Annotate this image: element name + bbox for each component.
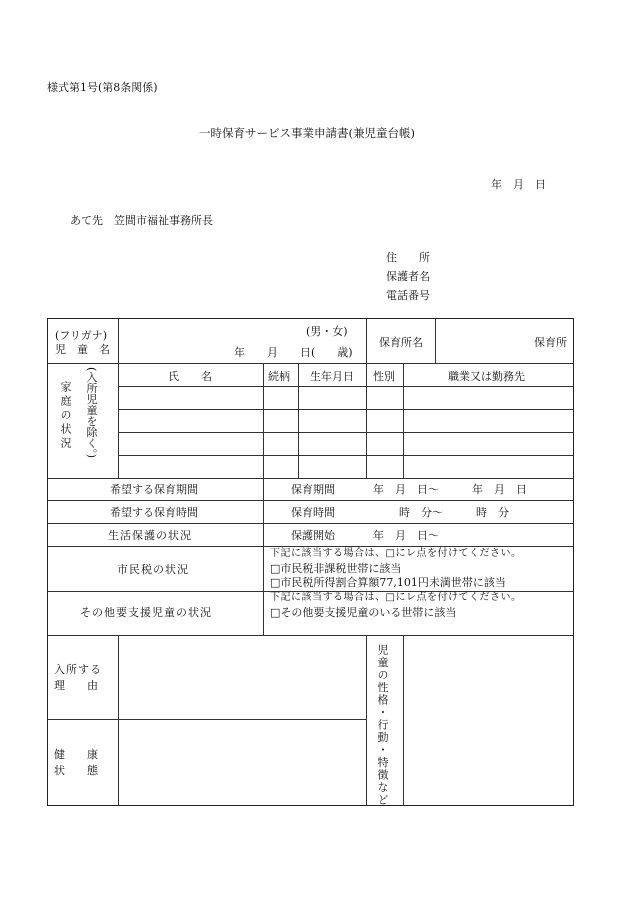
phone-label: 電話番号 [386,289,430,302]
guardian-name-label: 保護者名 [386,270,430,283]
address-label: 住 所 [386,251,430,264]
family-label: 家庭の状況 [59,381,72,451]
period-label: 希望する保育期間 [110,483,198,496]
family-col-relation: 続柄 [268,370,290,383]
health-label-line1: 健 康 [54,748,98,761]
health-field[interactable] [119,720,365,805]
time-field-label: 保育時間 [291,506,335,519]
reason-label-line1: 入所する [54,663,102,676]
welfare-label: 生活保護の状況 [108,529,192,542]
family-row[interactable] [119,387,573,409]
form-number: 様式第1号(第8条関係) [47,81,158,94]
family-col-name: 氏 名 [168,370,212,383]
form-title: 一時保育サービス事業申請書(兼児童台帳) [199,126,415,140]
furigana-label: (フリガナ) [55,329,108,342]
support-note: 下記に該当する場合は、□にレ点を付けてください。 [270,592,522,603]
welfare-field-label: 保護開始 [291,529,335,542]
tax-option-exempt[interactable]: □市民税非課税世帯に該当 [270,562,402,575]
period-field-label: 保育期間 [291,483,335,496]
child-name-label: 児 童 名 [55,343,110,356]
time-label: 希望する保育時間 [110,506,198,519]
family-row[interactable] [119,456,573,478]
family-row[interactable] [119,410,573,432]
reason-label-line2: 理 由 [54,679,98,692]
family-col-sex: 性別 [373,370,395,383]
reason-field[interactable] [119,636,365,719]
period-field[interactable]: 年 月 日〜 年 月 日 [373,483,527,496]
family-col-birthdate: 生年月日 [310,370,354,383]
tax-label: 市民税の状況 [117,563,189,576]
nursery-name-label: 保育所名 [379,336,423,349]
tax-note: 下記に該当する場合は、□にレ点を付けてください。 [270,548,522,559]
family-note: (入所児童を除く。) [85,367,98,459]
time-field[interactable]: 時 分〜 時 分 [399,506,509,519]
support-label: その他要支援児童の状況 [80,606,212,619]
personality-label: 児童の性格・行動・特徴など [376,644,389,807]
birth-date-field[interactable]: 年 月 日( 歳) [234,346,353,359]
tax-option-low-income[interactable]: □市民税所得割合算額77,101円未満世帯に該当 [270,576,506,589]
support-option[interactable]: □その他要支援児童のいる世帯に該当 [270,606,457,619]
personality-field[interactable] [404,636,573,805]
welfare-start-field[interactable]: 年 月 日〜 [373,529,439,542]
nursery-suffix: 保育所 [534,336,567,349]
sex-option[interactable]: (男・女) [306,325,348,338]
family-col-occupation: 職業又は勤務先 [448,370,525,383]
addressee: あて先 笠間市福祉事務所長 [70,214,213,227]
date-line: 年 月 日 [491,178,546,191]
health-label-line2: 状 態 [54,764,98,777]
application-form-table [47,318,574,806]
family-row[interactable] [119,433,573,455]
